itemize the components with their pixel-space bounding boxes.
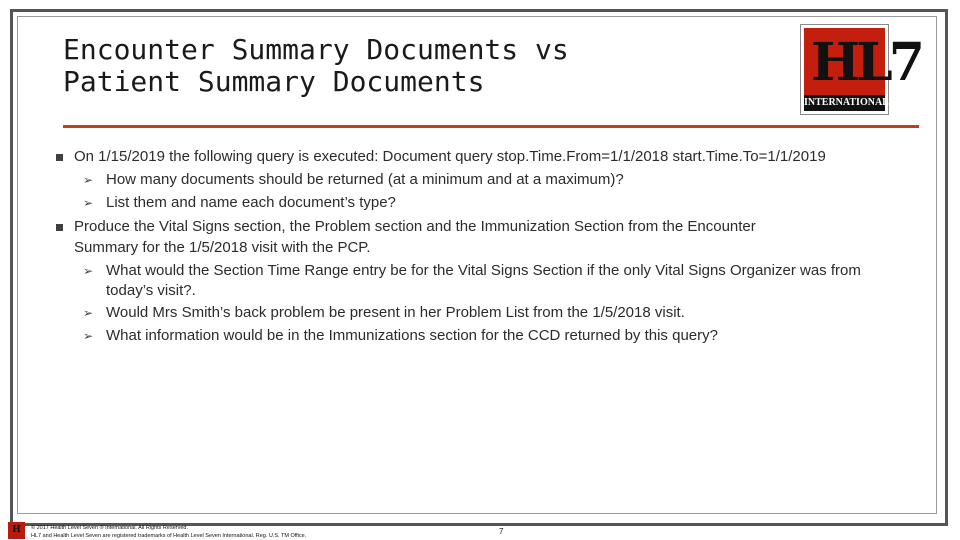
bullet-2-sub-1-line-1: What would the Section Time Range entry be for the Vital Signs Section if the only Vital Signs Organizer was from <box>106 262 861 279</box>
bullet-2-text-line-1: Produce the Vital Signs section, the Problem section and the Immunization Section from the Encounter <box>74 218 756 235</box>
footer-hl7-logo-icon: H <box>8 522 25 539</box>
logo-mark: HL7 <box>811 32 921 93</box>
footer-copyright <box>31 524 306 540</box>
arrow-bullet-icon: ➢ <box>83 173 94 187</box>
arrow-bullet-icon: ➢ <box>83 264 94 278</box>
page-number: 7 <box>499 527 504 536</box>
bullet-2-sub-2: Would Mrs Smith’s back problem be present in her Problem List from the 1/5/2018 visit. <box>106 304 685 321</box>
logo-red-block <box>804 28 921 95</box>
bullet-square-icon <box>56 224 63 231</box>
logo-caption: INTERNATIONAL <box>804 95 885 111</box>
title-divider <box>63 125 919 128</box>
slide-title-line-2: Patient Summary Documents <box>63 65 485 98</box>
bullet-2-text-line-2: Summary for the 1/5/2018 visit with the PCP. <box>74 239 371 256</box>
footer-line-2: HL7 and Health Level Seven are registered trademarks of Health Level Seven International. Reg. U.S. TM Office. <box>31 533 307 539</box>
bullet-2-sub-3: What information would be in the Immunizations section for the CCD returned by this query? <box>106 327 718 344</box>
slide-title-line-1: Encounter Summary Documents vs <box>63 33 569 66</box>
arrow-bullet-icon: ➢ <box>83 196 94 210</box>
arrow-bullet-icon: ➢ <box>83 306 94 320</box>
bullet-1-text: On 1/15/2019 the following query is executed: Document query stop.Time.From=1/1/2018 start.Time.To=1/1/2019 <box>74 148 826 165</box>
bullet-1-sub-2: List them and name each document’s type? <box>106 194 396 211</box>
arrow-bullet-icon: ➢ <box>83 329 94 343</box>
footer-line-1: © 2017 Health Level Seven ® International. All Rights Reserved. <box>31 525 188 531</box>
hl7-international-logo <box>800 24 921 115</box>
bullet-2-sub-1-line-2: today’s visit?. <box>106 282 196 299</box>
bullet-1-sub-1: How many documents should be returned (at a minimum and at a maximum)? <box>106 171 624 188</box>
slide-title <box>63 34 763 98</box>
bullet-square-icon <box>56 154 63 161</box>
